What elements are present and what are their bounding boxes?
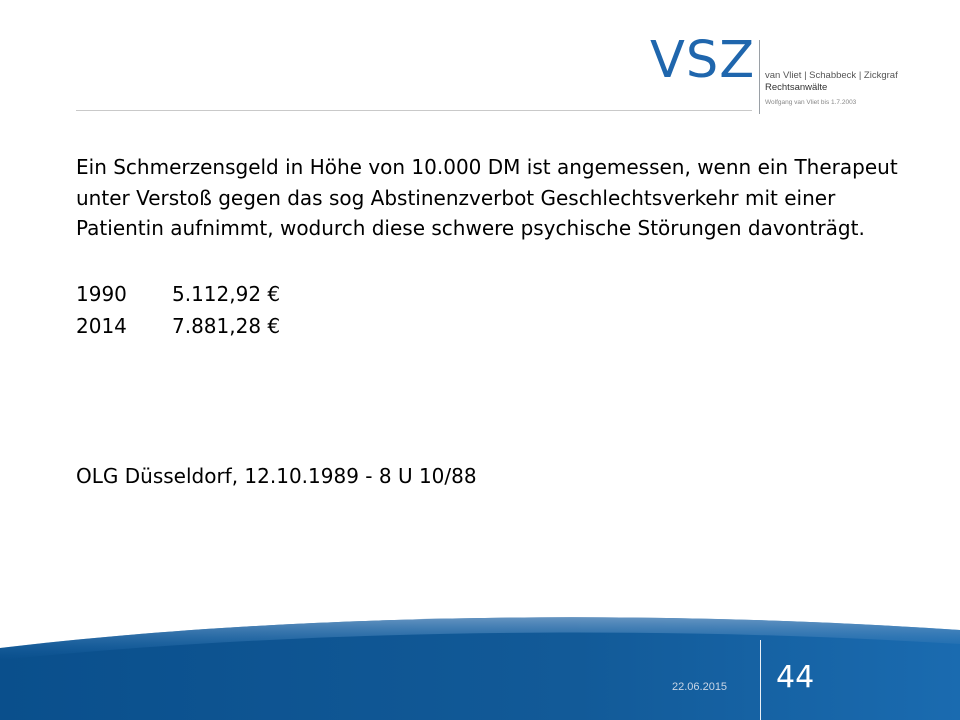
value-amount: 7.881,28 €: [172, 314, 281, 339]
footer-date: 22.06.2015: [672, 681, 728, 693]
value-row: [76, 311, 916, 343]
logo-text: [765, 70, 898, 110]
header-rule: [76, 110, 752, 111]
footer-divider: [760, 640, 761, 720]
logo-firms: van Vliet | Schabbeck | Zickgraf: [765, 70, 898, 81]
value-amount: 5.112,92 €: [172, 282, 281, 307]
value-year: 2014: [76, 314, 127, 339]
page-number: 44: [776, 660, 815, 695]
citation: OLG Düsseldorf, 12.10.1989 - 8 U 10/88: [76, 463, 477, 488]
logo-mark: VSZ: [650, 31, 756, 90]
logo-divider: [759, 40, 760, 114]
main-paragraph: Ein Schmerzensgeld in Höhe von 10.000 DM ist angemessen, wenn ein Therapeut unter Verstoß gegen das sog Abstinenzverbot Geschlechtsverkehr mit einer Patientin aufnimmt, wodurch diese schwere psychische Störungen davonträgt.: [76, 155, 898, 240]
value-row: [76, 279, 916, 311]
logo-note: Wolfgang van Vliet bis 1.7.2003: [765, 99, 857, 106]
value-year: 1990: [76, 282, 127, 307]
logo-profession: Rechtsanwälte: [765, 82, 828, 93]
value-table: [76, 279, 916, 343]
footer-wave: [0, 600, 960, 720]
slide-content: [76, 152, 916, 491]
footer-band: [0, 600, 960, 720]
